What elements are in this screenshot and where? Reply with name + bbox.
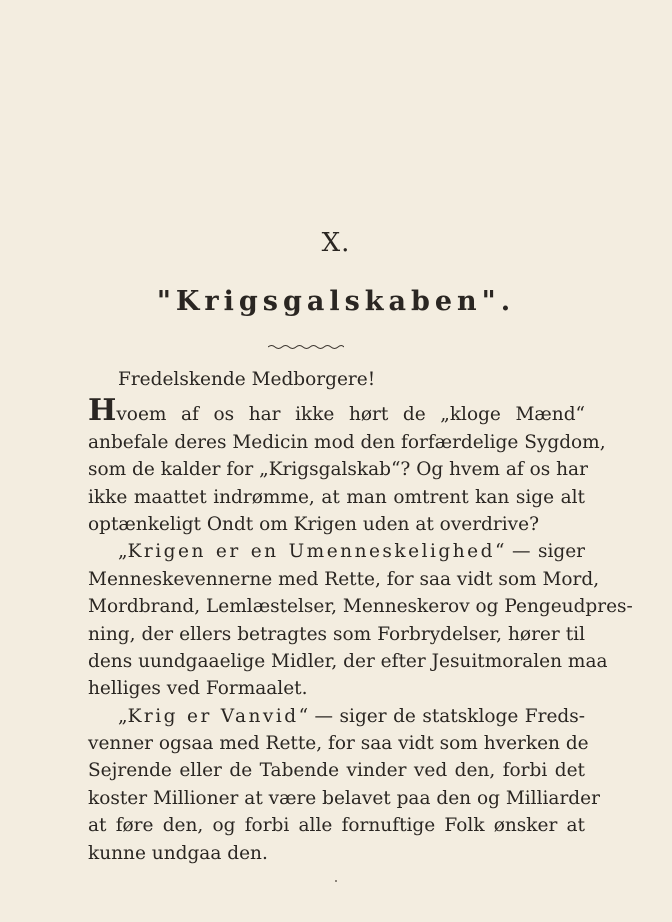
paragraph-2-line-2: Menneskevennerne med Rette, for saa vidt som Mord, <box>88 568 600 590</box>
paragraph-3-line-1: „Krig er Vanvid“ — siger de statskloge Freds- <box>118 705 585 727</box>
paragraph-2-line-5: dens uundgaaelige Midler, der efter Jesuitmoralen maa <box>88 650 608 672</box>
paragraph-3-line-2: venner ogsaa med Rette, for saa vidt som hverken de <box>88 733 589 755</box>
paragraph-1-line-5: optænkeligt Ondt om Krigen uden at overdrive? <box>88 513 539 535</box>
chapter-number: X. <box>321 228 351 258</box>
paragraph-2-line-6: helliges ved Formaalet. <box>88 678 308 700</box>
paragraph-1-line-2: anbefale deres Medicin mod den forfærdelige Sygdom, <box>88 431 606 453</box>
paper-speck <box>335 880 337 882</box>
chapter-title: "Krigsgalskaben". <box>156 286 516 317</box>
salutation: Fredelskende Medborgere! <box>118 369 376 390</box>
paragraph-3-line-6: kunne undgaa den. <box>88 842 268 864</box>
paragraph-3-line-3: Sejrende eller de Tabende vinder ved den, forbi det <box>88 760 585 782</box>
drop-cap-letter: H <box>88 393 117 429</box>
paragraph-1-line-4: ikke maattet indrømme, at man omtrent kan sige alt <box>88 486 585 508</box>
paragraph-3-line-4: koster Millioner at være belavet paa den og Milliarder <box>88 787 600 809</box>
wavy-rule-ornament <box>268 343 344 351</box>
emphasized-quote: Krigen er en Umenneskelighed <box>127 541 495 563</box>
body-text <box>88 366 633 867</box>
paragraph-2-line-1: „Krigen er en Umenneskelighed“ — siger <box>118 541 585 563</box>
paragraph-1-line-1: Hvoem af os har ikke hørt de „kloge Mænd“ <box>88 393 585 429</box>
emphasized-quote: Krig er Vanvid <box>127 705 299 727</box>
paragraph-2-line-4: ning, der ellers betragtes som Forbrydelser, hører til <box>88 623 585 645</box>
paragraph-2-line-3: Mordbrand, Lemlæstelser, Menneskerov og Pengeudpres- <box>88 596 633 618</box>
paragraph-3-line-5: at føre den, og forbi alle fornuftige Folk ønsker at <box>88 815 585 837</box>
paragraph-1-line-3: som de kalder for „Krigsgalskab“? Og hvem af os har <box>88 459 588 481</box>
